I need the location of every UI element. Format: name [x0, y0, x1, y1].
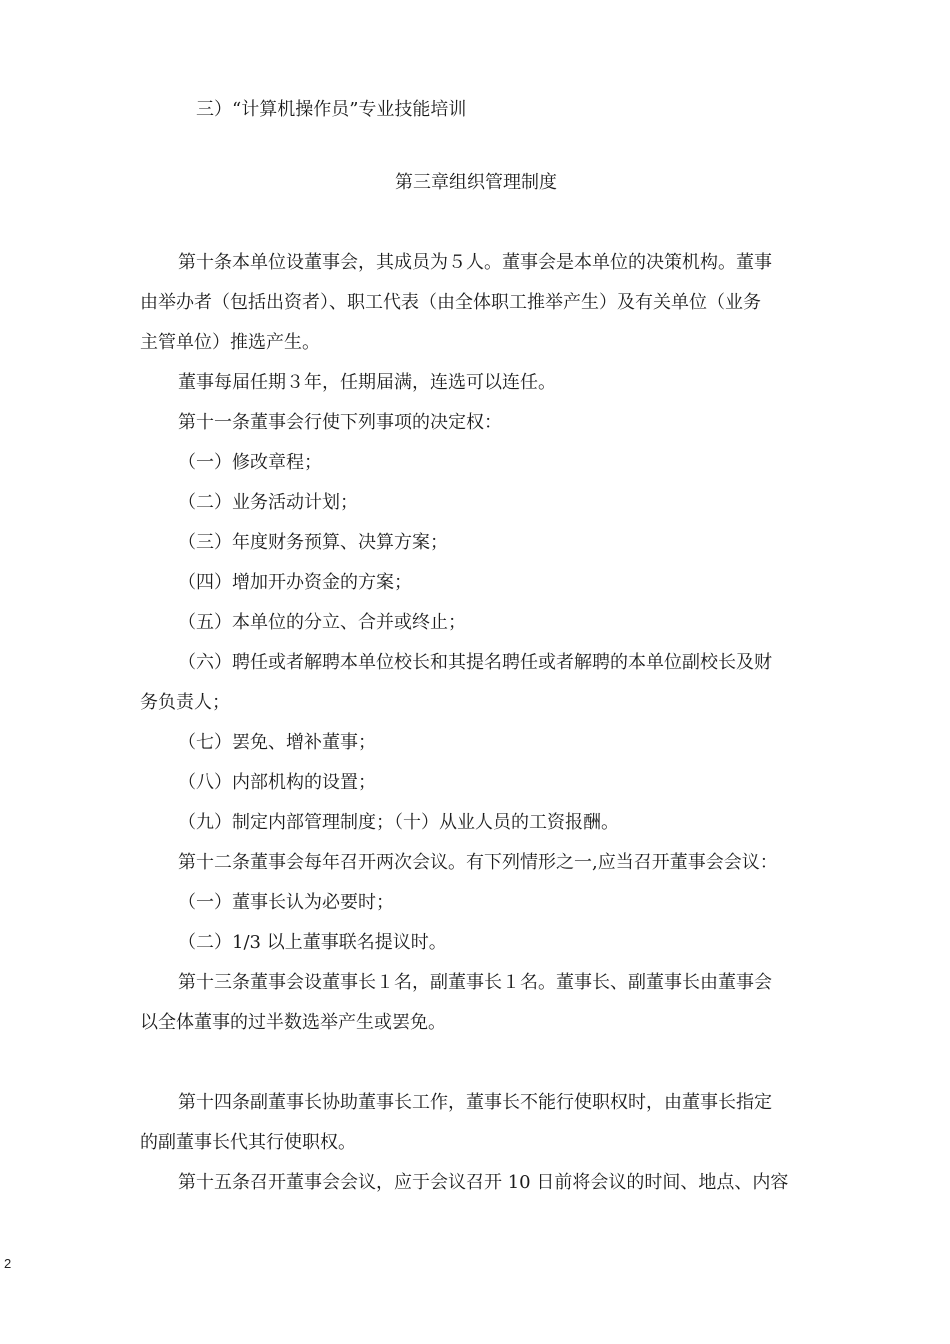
list-item: （八）内部机构的设置； — [178, 772, 376, 793]
paragraph-line: 主管单位）推选产生。 — [140, 332, 320, 353]
paragraph-line: 董事每届任期３年，任期届满，连选可以连任。 — [178, 372, 556, 393]
list-item: （五）本单位的分立、合并或终止； — [178, 612, 466, 633]
section-item: 三）“计算机操作员”专业技能培训 — [196, 99, 467, 120]
list-item: （九）制定内部管理制度；（十）从业人员的工资报酬。 — [178, 812, 619, 833]
list-item: （七）罢免、增补董事； — [178, 732, 376, 753]
list-item: （二）1/3 以上董事联名提议时。 — [178, 932, 447, 953]
list-item: （三）年度财务预算、决算方案； — [178, 532, 448, 553]
paragraph-line: 第十一条董事会行使下列事项的决定权： — [178, 412, 502, 433]
paragraph-line: 的副董事长代其行使职权。 — [140, 1132, 356, 1153]
paragraph-line: 由举办者（包括出资者）、职工代表（由全体职工推举产生）及有关单位（业务 — [140, 292, 761, 313]
list-item: （一）修改章程； — [178, 452, 322, 473]
paragraph-line: 以全体董事的过半数选举产生或罢免。 — [140, 1012, 446, 1033]
paragraph-line: 第十三条董事会设董事长１名，副董事长１名。董事长、副董事长由董事会 — [178, 972, 772, 993]
list-item: （四）增加开办资金的方案； — [178, 572, 412, 593]
paragraph-line: 第十五条召开董事会会议，应于会议召开 10 日前将会议的时间、地点、内容 — [178, 1172, 789, 1193]
paragraph-line: 第十条本单位设董事会，其成员为５人。董事会是本单位的决策机构。董事 — [178, 252, 772, 273]
paragraph-line: 第十四条副董事长协助董事长工作，董事长不能行使职权时，由董事长指定 — [178, 1092, 772, 1113]
paragraph-line: 第十二条董事会每年召开两次会议。有下列情形之一,应当召开董事会会议： — [178, 852, 778, 873]
page-number: 2 — [4, 1256, 12, 1271]
list-item: （二）业务活动计划； — [178, 492, 358, 513]
list-item: （一）董事长认为必要时； — [178, 892, 394, 913]
chapter-title: 第三章组织管理制度 — [395, 172, 557, 193]
list-item: （六）聘任或者解聘本单位校长和其提名聘任或者解聘的本单位副校长及财 — [178, 652, 772, 673]
list-item: 务负责人； — [140, 692, 230, 713]
